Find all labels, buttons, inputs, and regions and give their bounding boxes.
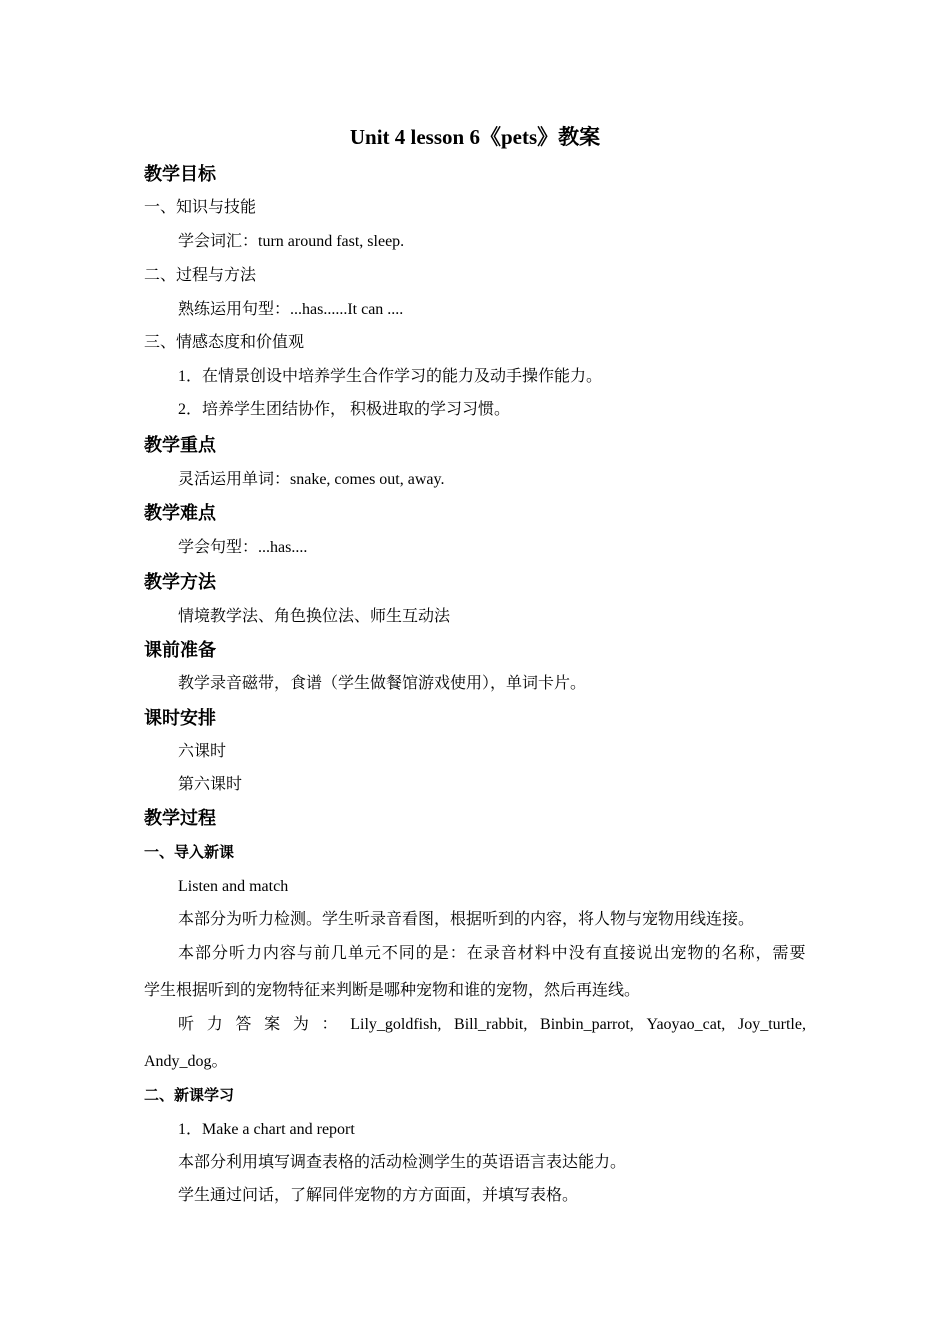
justified-char: 称 (738, 945, 755, 962)
answer-label-char: 力 (206, 1016, 223, 1033)
justified-char: 要 (789, 945, 806, 962)
justified-char: ： (449, 945, 466, 962)
knowledge-text: 学会词汇：turn around fast, sleep. (178, 233, 405, 250)
answer-last: Andy_dog。 (144, 1053, 228, 1070)
justified-char: 直 (602, 945, 619, 962)
methods-text: 情境教学法、角色换位法、师生互动法 (178, 608, 451, 625)
justified-char: 需 (772, 945, 789, 962)
difficulties-text: 学会句型：...has.... (178, 539, 308, 556)
schedule-total: 六课时 (178, 743, 227, 760)
justified-char: 前 (313, 945, 330, 962)
preparation-text: 教学录音磁带，食谱（学生做餐馆游戏使用），单词卡片。 (178, 675, 587, 692)
answer-item: Joy_turtle, (737, 1016, 806, 1033)
justified-char: 材 (517, 945, 534, 962)
process-text: 熟练运用句型：...has......It can .... (178, 301, 404, 318)
key-points-heading: 教学重点 (144, 435, 216, 455)
justified-char: 是 (432, 945, 449, 962)
justified-char: 的 (704, 945, 721, 962)
intro-activity: Listen and match (178, 878, 289, 895)
justified-char: 接 (619, 945, 636, 962)
justified-char: 几 (330, 945, 347, 962)
justified-char: 有 (585, 945, 602, 962)
answer-label-char: 案 (264, 1016, 281, 1033)
justified-char: 部 (194, 945, 211, 962)
answer-label-char: 听 (178, 1016, 195, 1033)
answer-item: Yaoyao_cat, (646, 1016, 726, 1033)
schedule-current: 第六课时 (178, 776, 243, 793)
justified-char: 听 (228, 945, 245, 962)
justified-char: 的 (415, 945, 432, 962)
intro-paragraph-2-line-2: 学生根据听到的宠物特征来判断是哪种宠物和谁的宠物，然后再连线。 (144, 982, 641, 999)
justified-char: 录 (483, 945, 500, 962)
intro-heading: 一、导入新课 (144, 845, 235, 861)
justified-char: 力 (245, 945, 262, 962)
justified-char: 中 (551, 945, 568, 962)
answer-item: Lily_goldfish, (350, 1016, 442, 1033)
process-heading: 二、过程与方法 (144, 267, 257, 284)
difficulties-heading: 教学难点 (144, 503, 216, 523)
methods-heading: 教学方法 (144, 572, 216, 592)
justified-char: 物 (687, 945, 704, 962)
justified-char: 与 (296, 945, 313, 962)
attitude-item-1: 1．在情景创设中培养学生合作学习的能力及动手操作能力。 (178, 368, 603, 385)
document-title: Unit 4 lesson 6《pets》教案 (349, 125, 601, 149)
justified-char: 内 (262, 945, 279, 962)
preparation-heading: 课前准备 (144, 640, 216, 660)
answer-item: Bill_rabbit, (454, 1016, 528, 1033)
answer-line (178, 1014, 806, 1036)
justified-char: 音 (500, 945, 517, 962)
teaching-process-heading: 教学过程 (144, 808, 216, 828)
justified-char: 单 (347, 945, 364, 962)
answer-label-char: 答 (235, 1016, 252, 1033)
justified-char: 元 (364, 945, 381, 962)
schedule-heading: 课时安排 (144, 708, 216, 728)
key-points-text: 灵活运用单词：snake, comes out, away. (178, 471, 445, 488)
justified-char: 分 (211, 945, 228, 962)
justified-char: 名 (721, 945, 738, 962)
justified-char: 容 (279, 945, 296, 962)
new-lesson-paragraph-2: 学生通过问话，了解同伴宠物的方方面面，并填写表格。 (178, 1187, 579, 1204)
intro-paragraph-1: 本部分为听力检测。学生听录音看图，根据听到的内容，将人物与宠物用线连接。 (178, 911, 755, 928)
knowledge-heading: 一、知识与技能 (144, 199, 257, 216)
new-lesson-item-1: 1．Make a chart and report (178, 1121, 355, 1138)
justified-char: 在 (466, 945, 483, 962)
justified-char: 出 (653, 945, 670, 962)
justified-char: 宠 (670, 945, 687, 962)
attitude-item-2: 2．培养学生团结协作， 积极进取的学习习惯。 (178, 401, 511, 418)
justified-char: 料 (534, 945, 551, 962)
justified-char: 说 (636, 945, 653, 962)
new-lesson-paragraph-1: 本部分利用填写调查表格的活动检测学生的英语语言表达能力。 (178, 1154, 627, 1171)
answer-label-char: 为 (292, 1016, 309, 1033)
intro-paragraph-2-line-1 (178, 943, 806, 965)
objectives-heading: 教学目标 (144, 164, 216, 184)
justified-char: ， (755, 945, 772, 962)
justified-char: 本 (178, 945, 195, 962)
answer-item: Binbin_parrot, (540, 1016, 634, 1033)
justified-char: 同 (398, 945, 415, 962)
justified-char: 不 (381, 945, 398, 962)
attitude-heading: 三、情感态度和价值观 (144, 334, 305, 351)
justified-char: 没 (568, 945, 585, 962)
new-lesson-heading: 二、新课学习 (144, 1088, 235, 1104)
answer-label-char: ： (321, 1016, 338, 1033)
